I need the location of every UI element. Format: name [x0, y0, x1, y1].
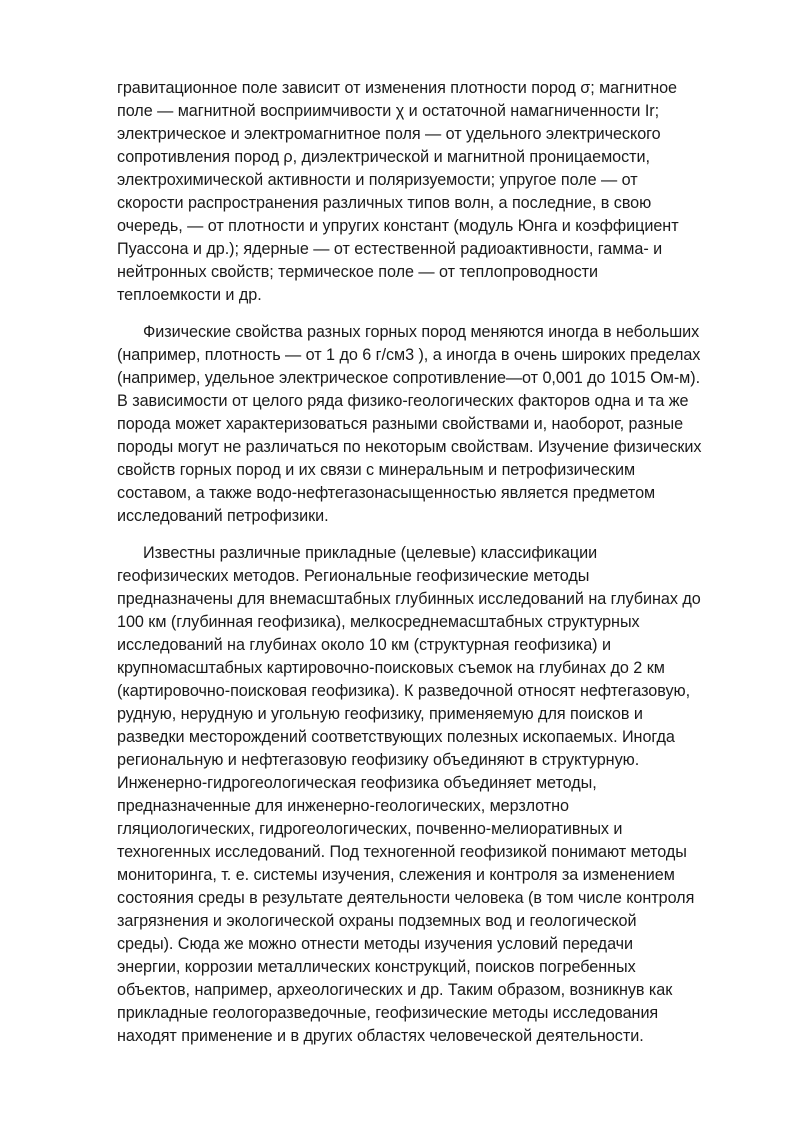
paragraph-3: [117, 542, 749, 1048]
text-line: мониторинга, т. е. системы изучения, слежения и контроля за изменением: [117, 866, 675, 884]
text-line: теплоемкости и др.: [117, 286, 262, 304]
text-line: (например, плотность — от 1 до 6 г/см3 ), а иногда в очень широких пределах: [117, 346, 701, 364]
text-line: рудную, нерудную и угольную геофизику, применяемую для поисков и: [117, 705, 643, 723]
text-line: поле — магнитной восприимчивости χ и остаточной намагниченности Ir;: [117, 102, 660, 120]
text-line: исследований петрофизики.: [117, 507, 329, 525]
text-line: находят применение и в других областях человеческой деятельности.: [117, 1027, 644, 1045]
text-line: энергии, коррозии металлических конструкций, поисков погребенных: [117, 958, 636, 976]
text-line: скорости распространения различных типов волн, а последние, в свою: [117, 194, 652, 212]
text-line: породы могут не различаться по некоторым свойствам. Изучение физических: [117, 438, 702, 456]
paragraph-2: [117, 321, 749, 528]
paragraph-1: [117, 77, 749, 307]
text-line: среды). Сюда же можно отнести методы изучения условий передачи: [117, 935, 634, 953]
text-line: Пуассона и др.); ядерные — от естественной радиоактивности, гамма- и: [117, 240, 663, 258]
text-line: региональную и нефтегазовую геофизику объединяют в структурную.: [117, 751, 640, 769]
text-line: Инженерно-гидрогеологическая геофизика объединяет методы,: [117, 774, 597, 792]
text-line: порода может характеризоваться разными свойствами и, наоборот, разные: [117, 415, 684, 433]
text-line: электрическое и электромагнитное поля — от удельного электрического: [117, 125, 661, 143]
text-line: Физические свойства разных горных пород меняются иногда в небольших: [143, 323, 700, 341]
text-line: исследований на глубинах около 10 км (структурная геофизика) и: [117, 636, 611, 654]
text-line: предназначенные для инженерно-геологических, мерзлотно: [117, 797, 569, 815]
text-line: электрохимической активности и поляризуемости; упругое поле — от: [117, 171, 638, 189]
text-line: гравитационное поле зависит от изменения плотности пород σ; магнитное: [117, 79, 678, 97]
text-line: Известны различные прикладные (целевые) классификации: [143, 544, 598, 562]
text-line: сопротивления пород ρ, диэлектрической и магнитной проницаемости,: [117, 148, 650, 166]
text-line: разведки месторождений соответствующих полезных ископаемых. Иногда: [117, 728, 675, 746]
text-line: свойств горных пород и их связи с минеральным и петрофизическим: [117, 461, 636, 479]
text-line: прикладные геологоразведочные, геофизические методы исследования: [117, 1004, 659, 1022]
text-line: очередь, — от плотности и упругих констант (модуль Юнга и коэффициент: [117, 217, 679, 235]
document-page: [117, 77, 749, 1062]
text-line: предназначены для внемасштабных глубинных исследований на глубинах до: [117, 590, 701, 608]
text-line: объектов, например, археологических и др. Таким образом, возникнув как: [117, 981, 673, 999]
text-line: крупномасштабных картировочно-поисковых съемок на глубинах до 2 км: [117, 659, 665, 677]
text-line: геофизических методов. Региональные геофизические методы: [117, 567, 590, 585]
text-line: состояния среды в результате деятельности человека (в том числе контроля: [117, 889, 695, 907]
text-line: В зависимости от целого ряда физико-геологических факторов одна и та же: [117, 392, 689, 410]
text-line: техногенных исследований. Под техногенной геофизикой понимают методы: [117, 843, 687, 861]
text-line: 100 км (глубинная геофизика), мелкосреднемасштабных структурных: [117, 613, 640, 631]
text-line: гляциологических, гидрогеологических, почвенно-мелиоративных и: [117, 820, 623, 838]
text-line: составом, а также водо-нефтегазонасыщенностью является предметом: [117, 484, 656, 502]
text-line: загрязнения и экологической охраны подземных вод и геологической: [117, 912, 637, 930]
text-line: (картировочно-поисковая геофизика). К разведочной относят нефтегазовую,: [117, 682, 691, 700]
text-line: нейтронных свойств; термическое поле — от теплопроводности: [117, 263, 598, 281]
text-line: (например, удельное электрическое сопротивление—от 0,001 до 1015 Ом-м).: [117, 369, 701, 387]
